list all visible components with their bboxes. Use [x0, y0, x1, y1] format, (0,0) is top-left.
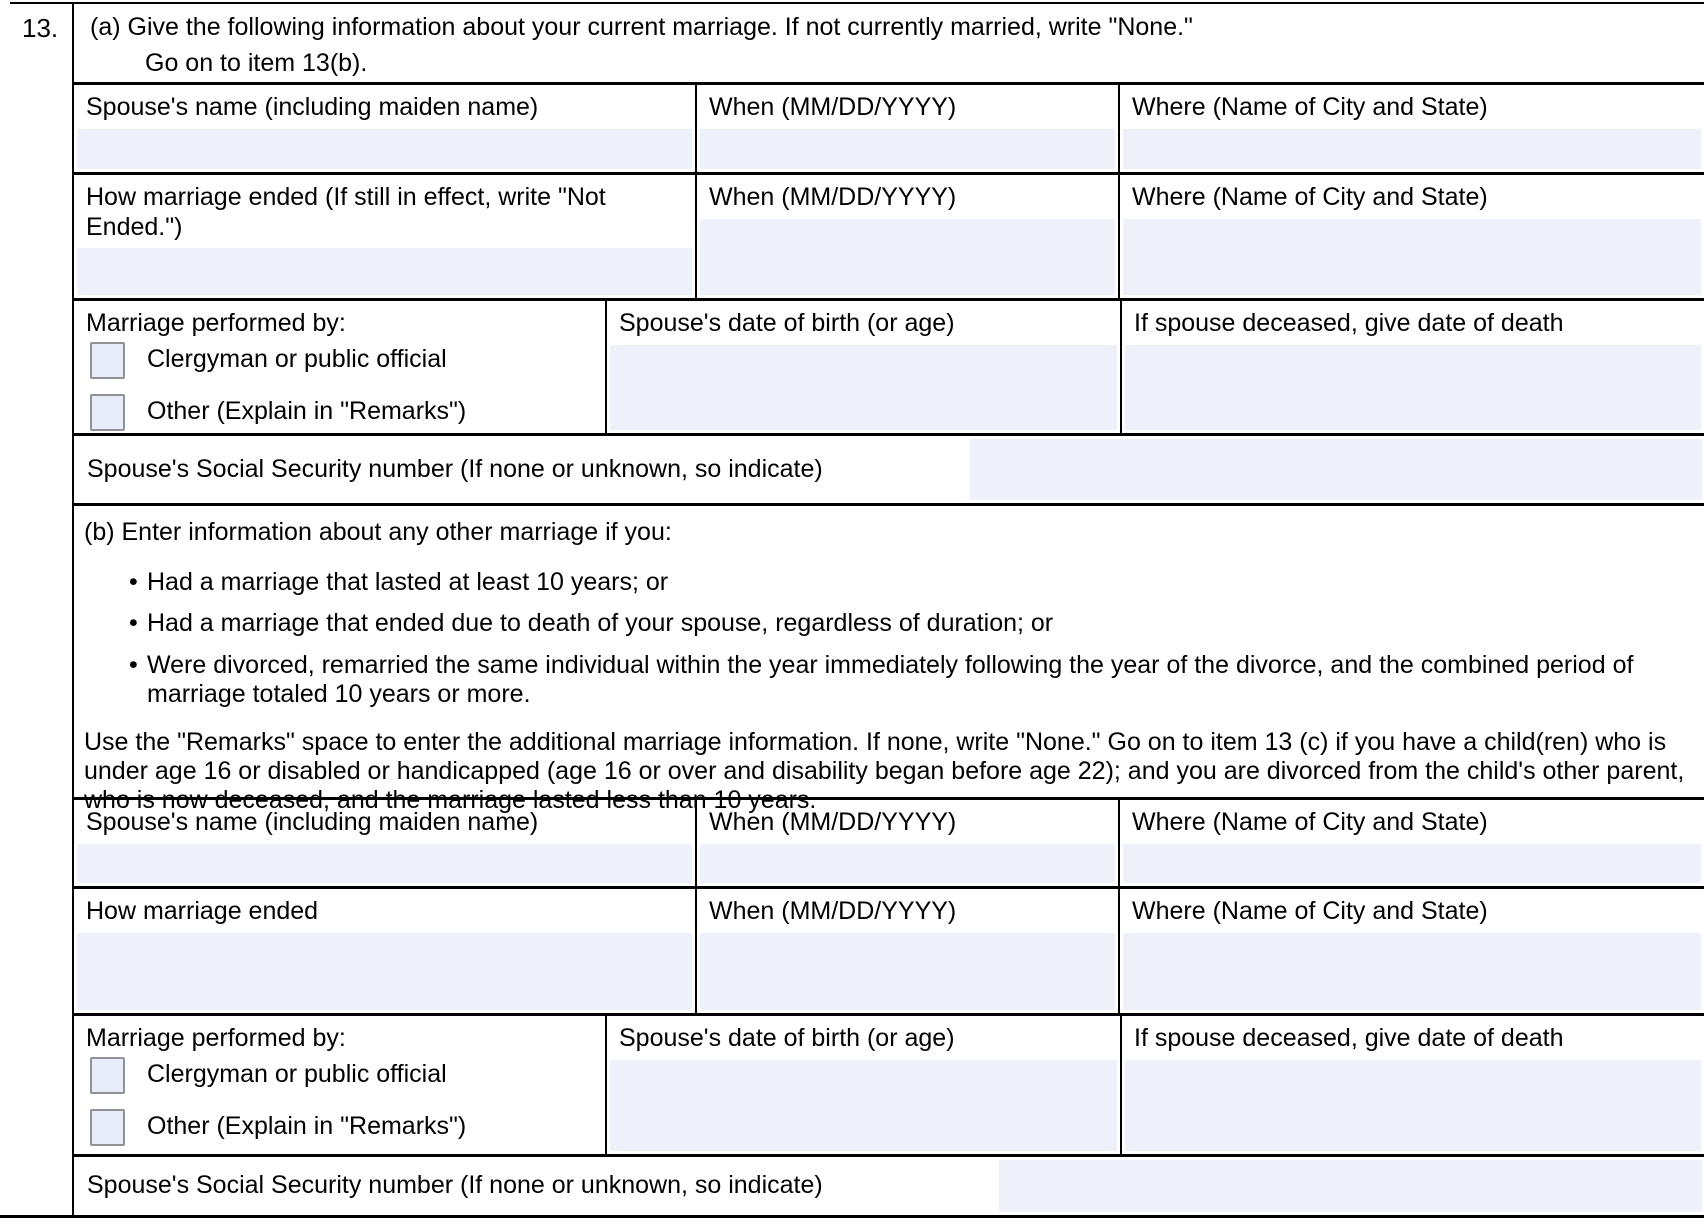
where-married-cell-b: [1118, 800, 1704, 886]
list-item: • Were divorced, remarried the same individual within the year immediately following the year of the divorce, and the combined period of marriage totaled 10 years or more.: [84, 651, 1686, 710]
how-ended-input-a[interactable]: [77, 248, 692, 295]
section-b-instruction: (b) Enter information about any other marriage if you:: [84, 518, 672, 546]
dob-label-a: Spouse's date of birth (or age): [619, 309, 955, 337]
when-married-input-b[interactable]: [700, 844, 1115, 884]
clergyman-label-a: Clergyman or public official: [147, 345, 447, 374]
where-married-input-b[interactable]: [1123, 844, 1701, 884]
performed-by-cell-b: [74, 1016, 605, 1154]
clergyman-checkbox-b[interactable]: [90, 1057, 125, 1094]
spouse-name-input-b[interactable]: [77, 844, 692, 884]
bottom-border-line: [0, 1215, 1704, 1218]
item-number-label: 13.: [22, 13, 59, 43]
other-option-b: [90, 1109, 605, 1146]
other-label-a: Other (Explain in "Remarks"): [147, 397, 467, 426]
death-date-cell-b: [1120, 1016, 1704, 1154]
where-married-input-a[interactable]: [1123, 129, 1701, 170]
spouse-name-cell-b: [74, 800, 695, 886]
table-row: [74, 298, 1704, 433]
ssn-label-b: Spouse's Social Security number (If none or unknown, so indicate): [87, 1171, 823, 1200]
where-ended-input-b[interactable]: [1123, 933, 1701, 1011]
ssn-input-a[interactable]: [970, 439, 1702, 500]
performed-by-label-b: Marriage performed by:: [86, 1024, 346, 1052]
death-date-label-a: If spouse deceased, give date of death: [1134, 309, 1564, 337]
death-date-input-a[interactable]: [1125, 345, 1701, 431]
where-ended-input-a[interactable]: [1123, 219, 1701, 296]
dob-cell-b: [605, 1016, 1120, 1154]
when-married-label-b: When (MM/DD/YYYY): [709, 808, 957, 836]
other-label-b: Other (Explain in "Remarks"): [147, 1112, 467, 1141]
where-married-label-b: Where (Name of City and State): [1132, 808, 1488, 836]
when-married-input-a[interactable]: [700, 129, 1115, 170]
when-ended-label-b: When (MM/DD/YYYY): [709, 897, 957, 925]
when-ended-input-b[interactable]: [700, 933, 1115, 1011]
when-married-cell-a: [695, 85, 1118, 172]
clergyman-option-b: [90, 1057, 605, 1094]
how-ended-cell-a: [74, 175, 695, 298]
when-ended-cell-a: [695, 175, 1118, 298]
spouse-name-input-a[interactable]: [77, 129, 692, 170]
performed-by-label-a: Marriage performed by:: [86, 309, 346, 337]
clergyman-checkbox-a[interactable]: [90, 342, 125, 379]
dob-input-b[interactable]: [610, 1060, 1117, 1152]
other-checkbox-b[interactable]: [90, 1109, 125, 1146]
list-item: • Had a marriage that lasted at least 10 years; or: [84, 568, 1686, 598]
ssn-label-a: Spouse's Social Security number (If none or unknown, so indicate): [87, 454, 823, 483]
when-married-label-a: When (MM/DD/YYYY): [709, 93, 957, 121]
section-a-instruction: (a) Give the following information about your current marriage. If not currently married, write "None.": [90, 13, 1193, 41]
death-date-cell-a: [1120, 301, 1704, 433]
death-date-label-b: If spouse deceased, give date of death: [1134, 1024, 1564, 1052]
table-row: [74, 82, 1704, 172]
table-row: [74, 797, 1704, 886]
death-date-input-b[interactable]: [1125, 1060, 1701, 1152]
section-b-intro: [74, 503, 1704, 814]
table-row: [74, 1013, 1704, 1154]
spouse-name-label-a: Spouse's name (including maiden name): [86, 93, 539, 121]
where-married-label-a: Where (Name of City and State): [1132, 93, 1488, 121]
how-ended-input-b[interactable]: [77, 933, 692, 1011]
how-ended-cell-b: [74, 889, 695, 1013]
section-a-goto-note: Go on to item 13(b).: [145, 48, 368, 77]
dob-cell-a: [605, 301, 1120, 433]
how-ended-label-a: How marriage ended (If still in effect, write "Not Ended."): [86, 183, 606, 241]
spouse-name-cell-a: [74, 85, 695, 172]
remarks-instruction: Use the "Remarks" space to enter the additional marriage information. If none, write "None." Go on to item 13 (c) if you have a child(ren) who is under age 16 or disabled or handicapped (age 16 or over and disability began before age 22); and you are divorced from the child's other parent, who is now deceased, and the marriage lasted less than 10 years.: [84, 727, 1685, 814]
performed-by-cell-a: [74, 301, 605, 433]
how-ended-label-b: How marriage ended: [86, 897, 319, 925]
when-ended-input-a[interactable]: [700, 219, 1115, 296]
other-option-a: [90, 394, 605, 431]
where-married-cell-a: [1118, 85, 1704, 172]
when-married-cell-b: [695, 800, 1118, 886]
clergyman-option-a: [90, 342, 605, 379]
ssn-input-b[interactable]: [999, 1160, 1702, 1212]
where-ended-cell-a: [1118, 175, 1704, 298]
when-ended-label-a: When (MM/DD/YYYY): [709, 183, 957, 211]
clergyman-label-b: Clergyman or public official: [147, 1060, 447, 1089]
list-item: • Had a marriage that ended due to death of your spouse, regardless of duration; or: [84, 609, 1686, 639]
spouse-name-label-b: Spouse's name (including maiden name): [86, 808, 539, 836]
dob-input-a[interactable]: [610, 345, 1117, 431]
where-ended-label-b: Where (Name of City and State): [1132, 897, 1488, 925]
ssn-row-b: [74, 1154, 1704, 1215]
other-checkbox-a[interactable]: [90, 394, 125, 431]
when-ended-cell-b: [695, 889, 1118, 1013]
form-content: [74, 4, 1704, 1215]
where-ended-cell-b: [1118, 889, 1704, 1013]
table-row: [74, 886, 1704, 1013]
dob-label-b: Spouse's date of birth (or age): [619, 1024, 955, 1052]
ssn-row-a: [74, 433, 1704, 503]
section-a-intro: [74, 4, 1704, 82]
where-ended-label-a: Where (Name of City and State): [1132, 183, 1488, 211]
table-row: [74, 172, 1704, 298]
